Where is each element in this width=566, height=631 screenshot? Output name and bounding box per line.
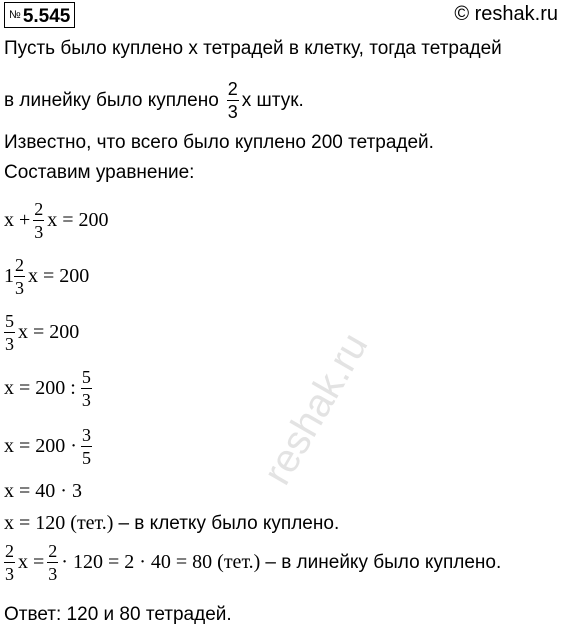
fraction: $\frac{5}{3}$ [5,311,14,354]
equation-7: x = 120 (тет.) – в клетку было куплено. [4,512,340,534]
number-sign: № [9,9,21,21]
fraction: $\frac{3}{5}$ [81,425,91,468]
header [4,2,560,28]
text-line-2: в линейку было куплено $\frac{2}{3}$ x штук. [4,79,304,122]
fraction: $\frac{2}{3}$ [48,541,58,584]
fraction: $\frac{2}{3}$ [15,255,24,298]
equation-1: x + $\frac{2}{3}$ x = 200 [4,199,109,242]
equation-6: x = 40 · 3 [4,480,82,502]
site-credit: © reshak.ru [454,3,558,25]
problem-number-box [4,2,75,28]
equation-2: 1 $\frac{2}{3}$ x = 200 [4,255,90,298]
fraction: $\frac{5}{3}$ [81,367,91,410]
fraction: $\frac{2}{3}$ [5,541,14,584]
equation-5: x = 200 · $\frac{3}{5}$ [4,425,91,468]
equation-8: $\frac{2}{3}$ x = $\frac{2}{3}$ · 120 = 2 · 40 = 80 (тет.) – в линейку было куплено. [5,541,502,584]
fraction: $\frac{2}{3}$ [34,199,44,242]
equation-4: x = 200 : $\frac{5}{3}$ [4,367,91,410]
answer: Ответ: 120 и 80 тетрадей. [4,604,232,625]
watermark: reshak.ru [255,325,377,492]
text-line-3: Известно, что всего было куплено 200 тетрадей. [4,132,434,153]
fraction: $\frac{2}{3}$ [227,79,238,122]
text-line-4: Составим уравнение: [4,162,195,183]
equation-3: $\frac{5}{3}$ x = 200 [5,311,80,354]
text-line-1: Пусть было куплено x тетрадей в клетку, тогда тетрадей [4,38,502,59]
problem-number: 5.545 [22,6,71,27]
